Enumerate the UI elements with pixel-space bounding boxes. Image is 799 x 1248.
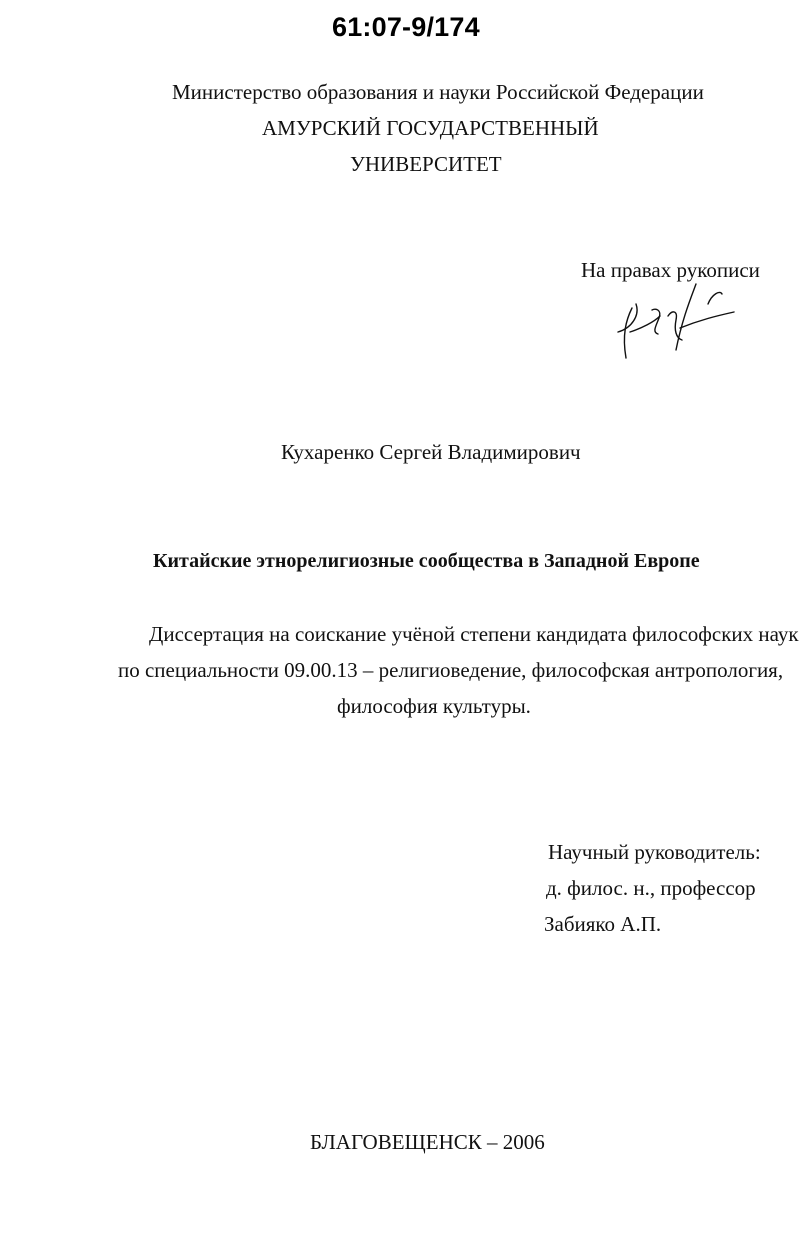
university-name-line2: УНИВЕРСИТЕТ xyxy=(350,152,502,176)
manuscript-rights-note: На правах рукописи xyxy=(581,258,760,282)
dissertation-title: Китайские этнорелигиозные сообщества в Западной Европе xyxy=(153,550,700,572)
supervisor-label: Научный руководитель: xyxy=(548,840,761,864)
author-name: Кухаренко Сергей Владимирович xyxy=(281,440,581,464)
description-line-1: Диссертация на соискание учёной степени кандидата философских наук xyxy=(149,622,799,646)
supervisor-name: Забияко А.П. xyxy=(544,912,662,936)
description-line-2: по специальности 09.00.13 – религиоведение, философская антропология, xyxy=(118,658,784,682)
university-name-line1: АМУРСКИЙ ГОСУДАРСТВЕННЫЙ xyxy=(262,116,599,140)
supervisor-degree: д. филос. н., профессор xyxy=(546,876,756,900)
document-code: 61:07-9/174 xyxy=(332,12,480,42)
ministry-name: Министерство образования и науки Российской Федерации xyxy=(172,80,704,104)
signature-icon xyxy=(612,280,742,365)
city-year: БЛАГОВЕЩЕНСК – 2006 xyxy=(310,1130,545,1154)
description-line-3: философия культуры. xyxy=(337,694,531,718)
